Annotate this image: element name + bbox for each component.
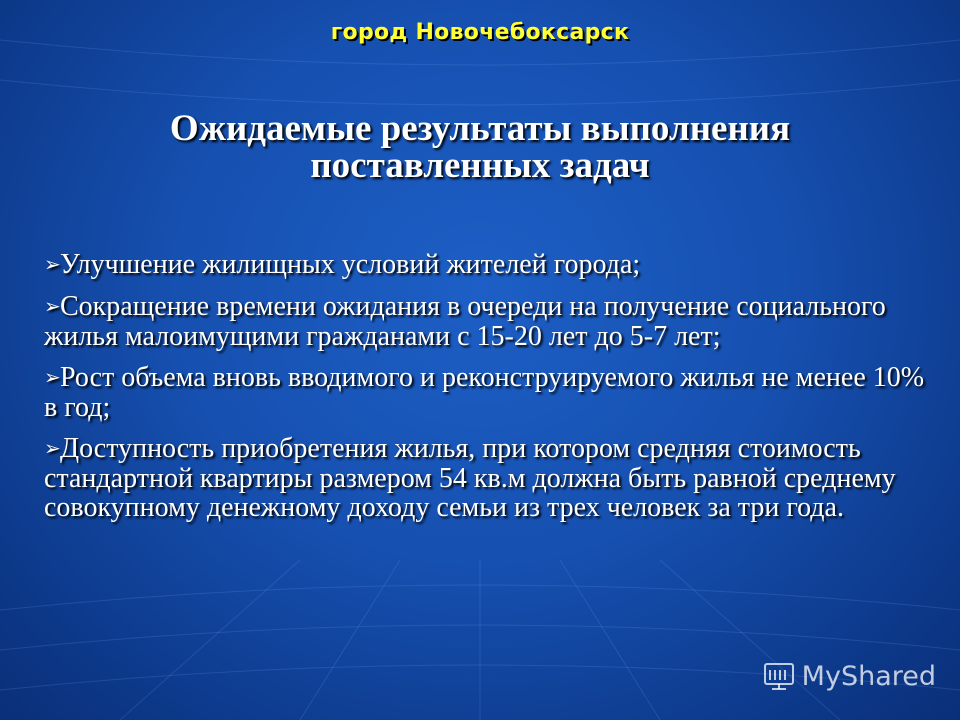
- arrow-bullet-icon: ➢: [44, 367, 61, 389]
- list-item-text: Рост объема вновь вводимого и реконструируемого жилья не менее 10% в год;: [44, 362, 925, 423]
- list-item: [44, 363, 934, 422]
- results-list: [44, 250, 934, 534]
- list-item: [44, 250, 934, 280]
- arrow-bullet-icon: ➢: [44, 254, 61, 276]
- list-item-text: Доступность приобретения жилья, при котором средняя стоимость стандартной квартиры размером 54 кв.м должна быть равной среднему совокупному денежному доходу семьи из трех человек за три года.: [44, 433, 896, 523]
- watermark: [762, 661, 936, 692]
- city-name: город Новочебоксарск: [330, 20, 630, 45]
- mainframe-icon: [762, 662, 796, 692]
- slide-title-line-2: поставленных задач: [310, 145, 650, 186]
- list-item: [44, 292, 934, 351]
- watermark-text: MyShared: [801, 661, 936, 692]
- list-item: [44, 434, 934, 522]
- arrow-bullet-icon: ➢: [44, 438, 61, 460]
- slide-title: [0, 110, 960, 184]
- list-item-text: Сокращение времени ожидания в очереди на получение социального жилья малоимущими гражданами с 15-20 лет до 5-7 лет;: [44, 291, 886, 352]
- list-item-text: Улучшение жилищных условий жителей города;: [60, 249, 641, 280]
- slide-title-line-1: Ожидаемые результаты выполнения: [169, 108, 791, 149]
- arrow-bullet-icon: ➢: [44, 296, 61, 318]
